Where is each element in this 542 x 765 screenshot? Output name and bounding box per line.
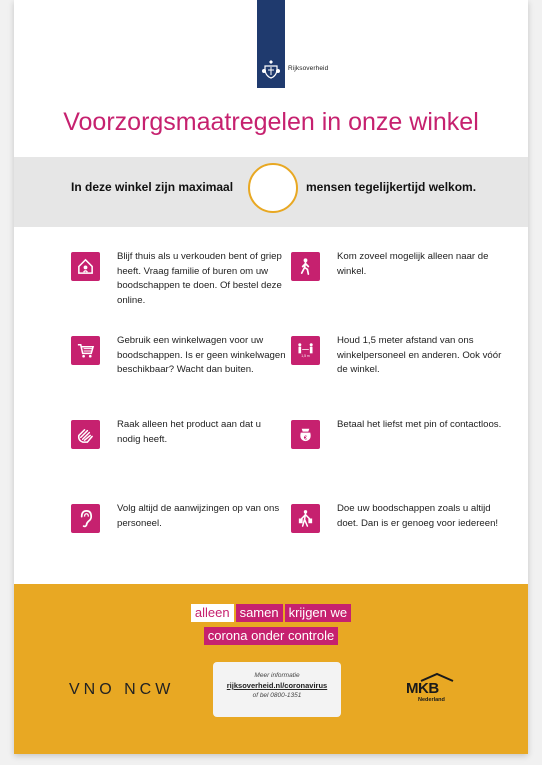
capacity-number-circle xyxy=(248,163,298,213)
slogan-word: samen xyxy=(236,604,283,622)
info-phone: of bel 0800-1351 xyxy=(252,692,302,699)
info-label: Meer informatie xyxy=(254,672,300,679)
shopping-cart-icon xyxy=(71,336,100,365)
shopper-bags-icon xyxy=(291,504,320,533)
measure-text: Volg altijd de aanwijzingen op van ons personeel. xyxy=(117,503,280,529)
info-link[interactable]: rijksoverheid.nl/coronavirus xyxy=(226,681,328,690)
hand-icon xyxy=(71,420,100,449)
slogan-word: corona onder controle xyxy=(204,627,338,645)
slogan-word: krijgen we xyxy=(285,604,352,622)
slogan-line-1 xyxy=(14,604,528,622)
house-icon xyxy=(71,252,100,281)
measure-text: Houd 1,5 meter afstand van ons winkelpersoneel en anderen. Ook vóór de winkel. xyxy=(337,335,502,375)
ear-icon xyxy=(71,504,100,533)
page-title: Voorzorgsmaatregelen in onze winkel xyxy=(63,108,479,136)
org-name: Rijksoverheid xyxy=(288,65,329,72)
walking-person-icon xyxy=(291,252,320,281)
measure-text: Doe uw boodschappen zoals u altijd doet. Dan is er genoeg voor iedereen! xyxy=(337,503,499,529)
vno-ncw-logo: VNO NCW xyxy=(69,681,175,698)
slogan-line-2 xyxy=(14,627,528,645)
capacity-text-right: mensen tegelijkertijd welkom. xyxy=(306,180,477,194)
distance-icon xyxy=(291,336,320,365)
measure-text: Kom zoveel mogelijk alleen naar de winkel. xyxy=(337,251,489,277)
mkb-logo-subtitle: Nederland xyxy=(418,697,445,703)
euro-wallet-icon xyxy=(291,420,320,449)
measure-text: Raak alleen het product aan dat u nodig heeft. xyxy=(117,419,262,445)
svg-text:1,5 m: 1,5 m xyxy=(301,354,310,359)
info-box xyxy=(213,662,341,717)
poster xyxy=(14,0,528,754)
slogan-word: alleen xyxy=(191,604,234,622)
measure-text: Betaal het liefst met pin of contactloos. xyxy=(337,419,502,430)
measure-text: Gebruik een winkelwagen voor uw boodschappen. Is er geen winkelwagen beschikbaar? Wacht dan buiten. xyxy=(117,335,286,375)
crest-icon xyxy=(261,58,281,80)
svg-text:€: € xyxy=(303,435,308,442)
measure-text: Blijf thuis als u verkouden bent of griep heeft. Vraag familie of buren om uw boodschappen te doen. Of bestel deze online. xyxy=(117,251,282,306)
mkb-logo: MKB xyxy=(406,680,439,697)
capacity-text-left: In deze winkel zijn maximaal xyxy=(71,180,234,194)
